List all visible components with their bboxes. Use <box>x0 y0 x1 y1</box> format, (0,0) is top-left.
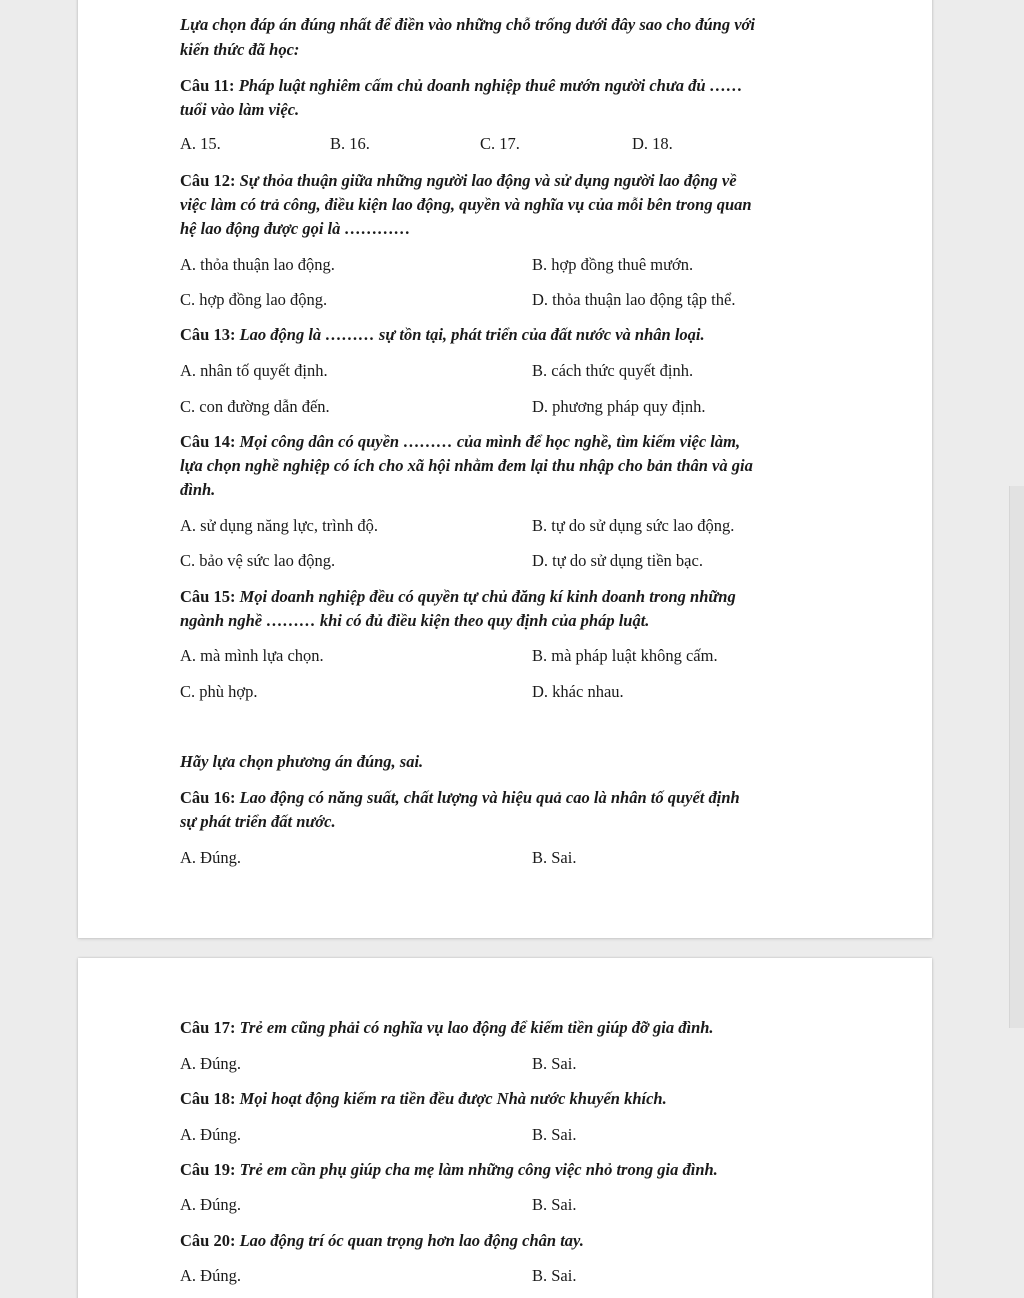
answer-option: B. 16. <box>330 134 370 153</box>
question-text: Mọi hoạt động kiếm ra tiền đều được Nhà nước khuyến khích. <box>235 1089 667 1108</box>
question-text: Lao động trí óc quan trọng hơn lao động chân tay. <box>235 1231 584 1250</box>
question-number: Câu 18: <box>180 1089 236 1108</box>
answer-option: A. Đúng. <box>180 1054 241 1073</box>
answer-option: C. hợp đồng lao động. <box>180 290 328 309</box>
question-text: tuổi vào làm việc. <box>180 100 300 119</box>
question-11 <box>180 76 743 96</box>
answer-option: B. tự do sử dụng sức lao động. <box>532 516 735 535</box>
scrollbar-track[interactable] <box>1009 486 1024 1028</box>
question-text: lựa chọn nghề nghiệp có ích cho xã hội nhằm đem lại thu nhập cho bản thân và gia <box>180 456 753 475</box>
question-text: hệ lao động được gọi là ………… <box>180 219 411 238</box>
answer-option: B. Sai. <box>532 1125 577 1144</box>
question-18 <box>180 1089 667 1109</box>
answer-option: D. khác nhau. <box>532 682 624 701</box>
answer-option: C. 17. <box>480 134 520 153</box>
answer-option: B. Sai. <box>532 1054 577 1073</box>
question-text: đình. <box>180 480 216 499</box>
answer-option: A. nhân tố quyết định. <box>180 361 328 380</box>
question-text: ngành nghề ……… khi có đủ điều kiện theo quy định của pháp luật. <box>180 611 650 630</box>
answer-option: C. phù hợp. <box>180 682 258 701</box>
question-13 <box>180 325 705 345</box>
answer-option: C. con đường dẫn đến. <box>180 397 330 416</box>
question-number: Câu 16: <box>180 788 236 807</box>
question-number: Câu 13: <box>180 325 236 344</box>
answer-option: A. Đúng. <box>180 1195 241 1214</box>
answer-option: A. thỏa thuận lao động. <box>180 255 335 274</box>
answer-option: D. tự do sử dụng tiền bạc. <box>532 551 703 570</box>
question-text: Trẻ em cần phụ giúp cha mẹ làm những công việc nhỏ trong gia đình. <box>235 1160 718 1179</box>
answer-option: A. Đúng. <box>180 1125 241 1144</box>
instruction-text: Lựa chọn đáp án đúng nhất để điền vào những chỗ trống dưới đây sao cho đúng với <box>180 15 755 34</box>
question-text: Lao động là ……… sự tồn tại, phát triển của đất nước và nhân loại. <box>235 325 705 344</box>
question-number: Câu 15: <box>180 587 236 606</box>
instruction-text: kiến thức đã học: <box>180 40 300 59</box>
question-number: Câu 12: <box>180 171 236 190</box>
question-text: sự phát triển đất nước. <box>180 812 336 831</box>
question-15 <box>180 587 736 607</box>
question-12 <box>180 171 737 191</box>
question-number: Câu 11: <box>180 76 235 95</box>
answer-option: B. cách thức quyết định. <box>532 361 694 380</box>
question-text: Pháp luật nghiêm cấm chủ doanh nghiệp thuê mướn người chưa đủ …… <box>234 76 743 95</box>
question-number: Câu 20: <box>180 1231 236 1250</box>
question-number: Câu 19: <box>180 1160 236 1179</box>
question-20 <box>180 1231 584 1251</box>
answer-option: A. mà mình lựa chọn. <box>180 646 324 665</box>
answer-option: B. Sai. <box>532 848 577 867</box>
question-number: Câu 14: <box>180 432 236 451</box>
question-17 <box>180 1018 714 1038</box>
question-number: Câu 17: <box>180 1018 236 1037</box>
question-text: Sự thỏa thuận giữa những người lao động và sử dụng người lao động về <box>235 171 737 190</box>
answer-option: A. Đúng. <box>180 1266 241 1285</box>
answer-option: A. 15. <box>180 134 221 153</box>
question-text: việc làm có trả công, điều kiện lao động, quyền và nghĩa vụ của mỗi bên trong quan <box>180 195 752 214</box>
question-text: Mọi doanh nghiệp đều có quyền tự chủ đăng kí kinh doanh trong những <box>235 587 736 606</box>
answer-option: B. Sai. <box>532 1266 577 1285</box>
answer-option: C. bảo vệ sức lao động. <box>180 551 336 570</box>
answer-option: A. sử dụng năng lực, trình độ. <box>180 516 378 535</box>
instruction-text: Hãy lựa chọn phương án đúng, sai. <box>180 752 424 771</box>
question-16 <box>180 788 740 808</box>
question-14 <box>180 432 740 452</box>
question-text: Lao động có năng suất, chất lượng và hiệu quả cao là nhân tố quyết định <box>235 788 740 807</box>
question-text: Trẻ em cũng phải có nghĩa vụ lao động để kiếm tiền giúp đỡ gia đình. <box>235 1018 714 1037</box>
answer-option: A. Đúng. <box>180 848 241 867</box>
answer-option: B. hợp đồng thuê mướn. <box>532 255 694 274</box>
answer-option: D. thỏa thuận lao động tập thể. <box>532 290 736 309</box>
answer-option: D. 18. <box>632 134 673 153</box>
question-19 <box>180 1160 718 1180</box>
answer-option: B. Sai. <box>532 1195 577 1214</box>
question-text: Mọi công dân có quyền ……… của mình để học nghề, tìm kiếm việc làm, <box>235 432 741 451</box>
answer-option: D. phương pháp quy định. <box>532 397 706 416</box>
answer-option: B. mà pháp luật không cấm. <box>532 646 718 665</box>
